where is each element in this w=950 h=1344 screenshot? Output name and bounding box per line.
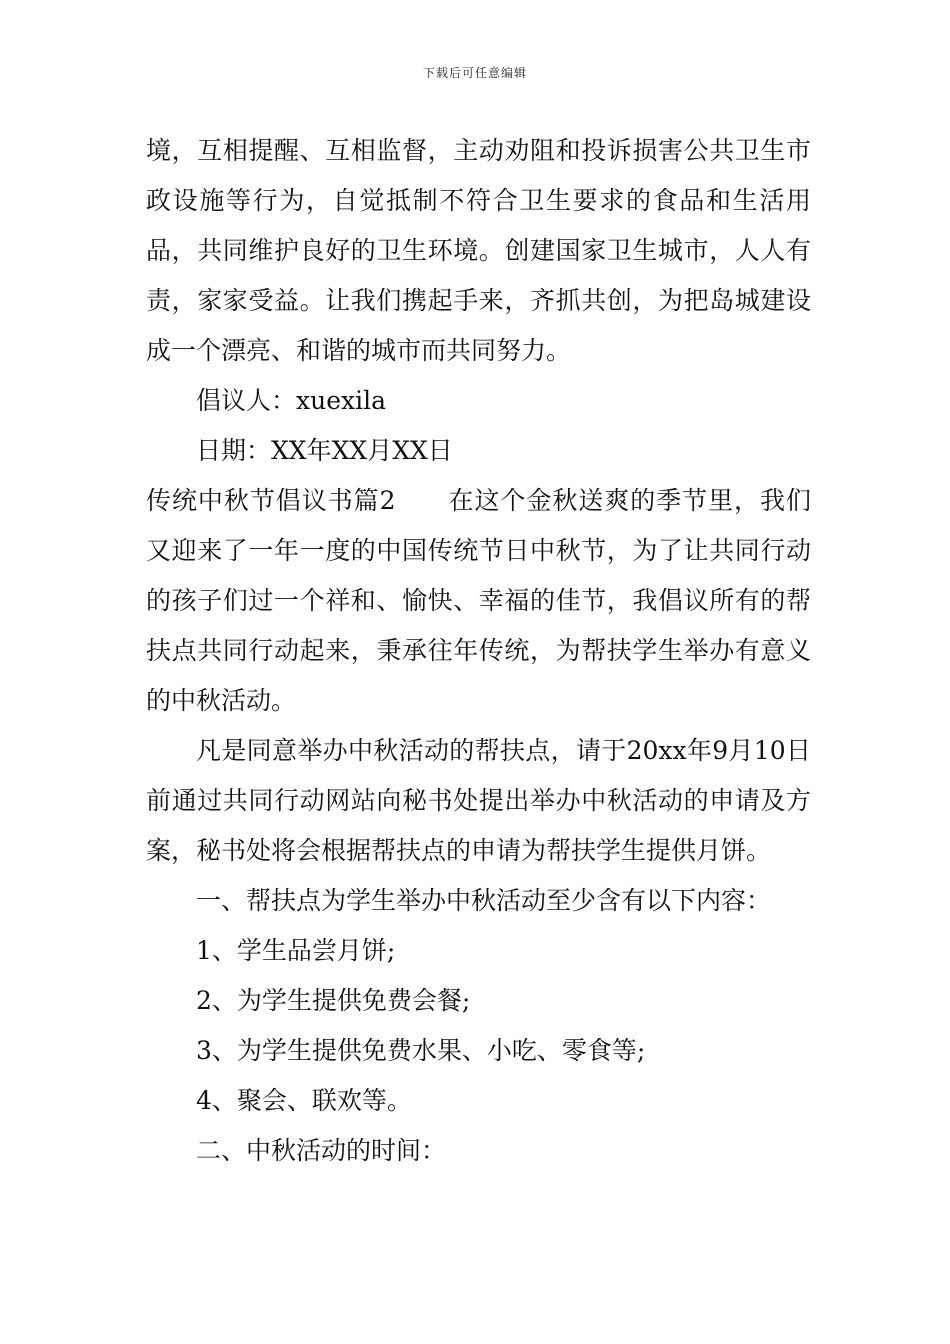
- list-item-4: 4、聚会、联欢等。: [196, 1086, 412, 1115]
- list-item-2: 2、为学生提供免费会餐;: [196, 986, 471, 1015]
- document-body: [146, 126, 811, 1176]
- section-2-title: 传统中秋节倡议书篇2: [146, 486, 396, 515]
- application-paragraph: 凡是同意举办中秋活动的帮扶点，请于20xx年9月10日前通过共同行动网站向秘书处提出举办中秋活动的申请及方案，秘书处将会根据帮扶点的申请为帮扶学生提供月饼。: [146, 736, 811, 865]
- list-item-1: 1、学生品尝月饼;: [196, 936, 396, 965]
- section-2-intro-text: 在这个金秋送爽的季节里，我们又迎来了一年一度的中国传统节日中秋节，为了让共同行动的孩子们过一个祥和、愉快、幸福的佳节，我倡议所有的帮扶点共同行动起来，秉承往年传统，为帮扶学生举办有意义的中秋活动。: [146, 486, 811, 715]
- date-line: 日期：XX年XX月XX日: [196, 436, 453, 465]
- page-header-note: 下载后可任意编辑: [422, 66, 527, 80]
- section-2-intro-paragraph: [146, 476, 811, 726]
- list-heading-time: 二、中秋活动的时间：: [196, 1136, 447, 1165]
- initiator-line: 倡议人：xuexila: [196, 386, 386, 415]
- list-heading-content: 一、帮扶点为学生举办中秋活动至少含有以下内容：: [196, 886, 772, 915]
- list-item-3: 3、为学生提供免费水果、小吃、零食等;: [196, 1036, 646, 1065]
- paragraph-continuation: 境，互相提醒、互相监督，主动劝阻和投诉损害公共卫生市政设施等行为，自觉抵制不符合卫生要求的食品和生活用品，共同维护良好的卫生环境。创建国家卫生城市，人人有责，家家受益。让我们携起手来，齐抓共创，为把岛城建设成一个漂亮、和谐的城市而共同努力。: [146, 136, 811, 365]
